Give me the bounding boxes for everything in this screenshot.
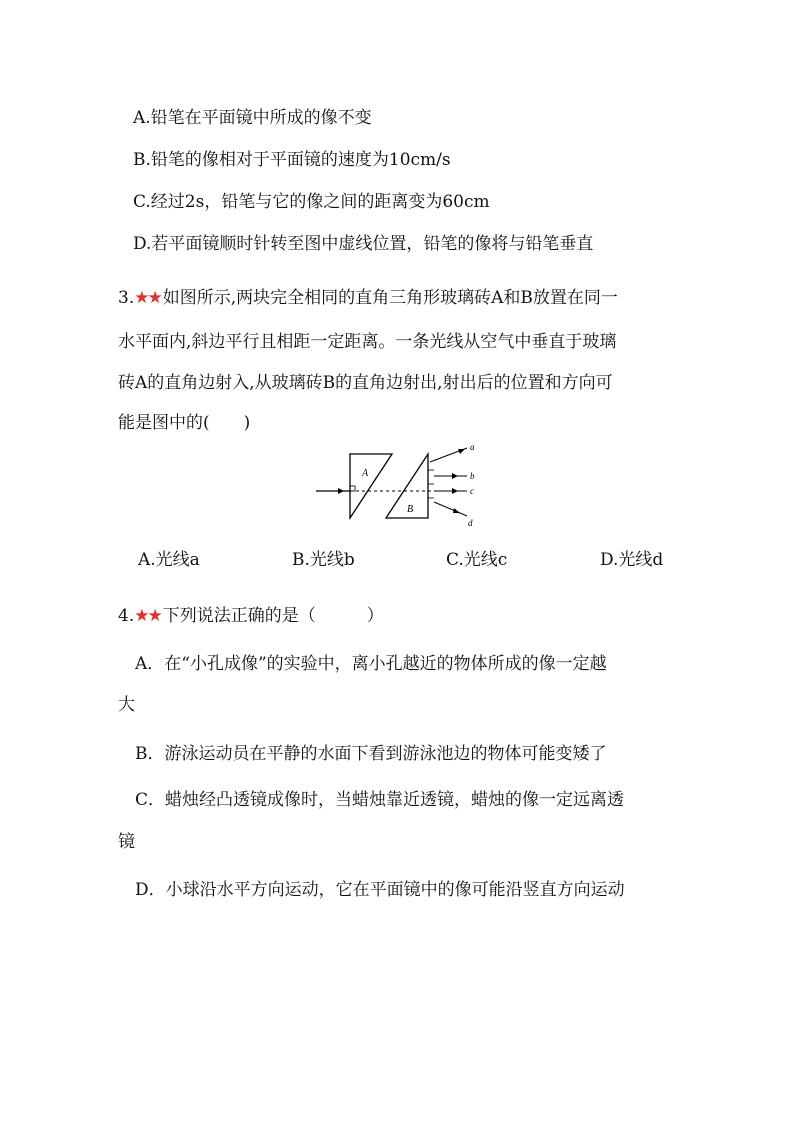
label-b: B: [407, 504, 414, 515]
q3-choice-a: A.光线a: [138, 550, 200, 570]
q3-choice-b: B.光线b: [292, 550, 355, 570]
difficulty-stars-icon: ★★: [134, 288, 161, 308]
label-ray-c: c: [470, 486, 474, 496]
q4-option-a-line-2: 大: [118, 695, 135, 715]
q3-line-1: [118, 286, 618, 310]
q3-choice-c: C.光线c: [446, 550, 508, 570]
label-ray-a: a: [470, 442, 475, 452]
q3-number: 3.: [118, 288, 135, 308]
q3-text-1: 如图所示,两块完全相同的直角三角形玻璃砖A和B放置在同一: [162, 288, 618, 308]
right-angle-mark: [350, 486, 355, 491]
label-ray-b: b: [470, 471, 475, 481]
q3-line-3: 砖A的直角边射入,从玻璃砖B的直角边射出,射出后的位置和方向可: [118, 373, 613, 393]
q4-option-d: D．小球沿水平方向运动，它在平面镜中的像可能沿竖直方向运动: [135, 880, 625, 900]
q2-option-d: D.若平面镜顺时针转至图中虚线位置，铅笔的像将与铅笔垂直: [133, 234, 594, 254]
q2-option-c: C.经过2s，铅笔与它的像之间的距离变为60cm: [133, 192, 490, 212]
ray-d-arrow-icon: [453, 508, 460, 513]
q3-choice-d: D.光线d: [600, 550, 664, 570]
q4-stem-line: [118, 604, 384, 628]
q4-number: 4.: [118, 606, 135, 626]
q4-option-b: B．游泳运动员在平静的水面下看到游泳池边的物体可能变矮了: [135, 744, 607, 764]
glass-bricks-figure: [312, 442, 492, 532]
ray-c-arrow-icon: [452, 488, 458, 494]
q4-option-a-line-1: A．在“小孔成像”的实验中，离小孔越近的物体所成的像一定越: [135, 654, 607, 674]
q4-option-c-line-1: C．蜡烛经凸透镜成像时，当蜡烛靠近透镜，蜡烛的像一定远离透: [135, 790, 625, 810]
incident-arrow-icon: [338, 488, 344, 494]
q3-line-2: 水平面内,斜边平行且相距一定距离。一条光线从空气中垂直于玻璃: [118, 332, 617, 352]
q2-option-b: B.铅笔的像相对于平面镜的速度为10cm/s: [133, 150, 451, 170]
label-ray-d: d: [468, 518, 473, 528]
ray-a-arrow-icon: [458, 449, 465, 454]
q4-stem: 下列说法正确的是（ ）: [162, 606, 384, 626]
q3-line-4: 能是图中的( ): [118, 413, 251, 433]
ray-b-arrow-icon: [452, 473, 458, 479]
brick-a: [350, 454, 392, 518]
q2-option-a: A.铅笔在平面镜中所成的像不变: [133, 108, 372, 128]
q4-option-c-line-2: 镜: [118, 832, 135, 852]
difficulty-stars-icon: ★★: [134, 606, 161, 626]
label-a: A: [362, 468, 369, 479]
ray-d: [434, 502, 467, 516]
